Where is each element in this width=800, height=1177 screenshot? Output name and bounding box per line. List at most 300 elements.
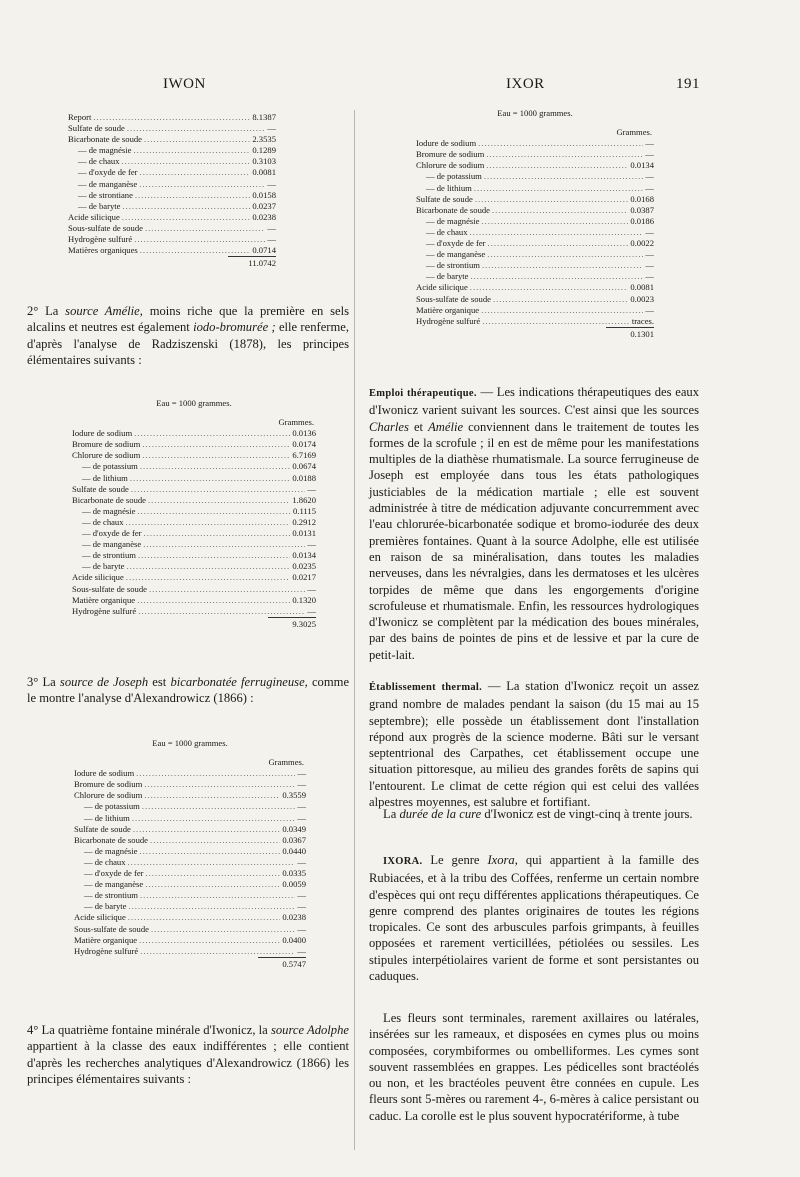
quantity-value: 0.0022 — [630, 238, 654, 249]
text: La — [42, 675, 56, 689]
dot-leader — [470, 282, 629, 293]
dot-leader — [132, 813, 296, 824]
substance-label: — de lithium — [82, 472, 128, 483]
dot-leader — [134, 428, 290, 439]
dot-leader — [134, 234, 265, 245]
table-total-row — [74, 959, 306, 970]
table-row — [68, 245, 276, 256]
analysis-table-adolphe — [416, 108, 654, 340]
dot-leader — [137, 595, 290, 606]
dot-leader — [144, 790, 280, 801]
substance-label: Acide silicique — [68, 211, 120, 222]
quantity-value: — — [297, 901, 306, 912]
quantity-value: — — [645, 260, 654, 271]
text: d'Iwonicz est de vingt-cinq à trente jours. — [484, 807, 693, 821]
table-row — [74, 879, 306, 890]
substance-label: — de magnésie — [84, 845, 138, 856]
table-row — [74, 824, 306, 835]
substance-label: — de chaux — [82, 516, 124, 527]
substance-label: Bicarbonate de soude — [72, 494, 146, 505]
text: moins riche que la première en sels alcalins et neutres est également — [27, 304, 349, 335]
substance-label: — de strontium — [426, 260, 480, 271]
quantity-value: 8.1387 — [252, 112, 276, 122]
table-row — [72, 495, 316, 506]
quantity-value: 0.0237 — [252, 200, 276, 211]
substance-label: Matière organique — [416, 304, 480, 315]
dot-leader — [139, 179, 265, 190]
dot-leader — [142, 439, 290, 450]
table-row — [416, 171, 654, 182]
substance-label: — de manganèse — [78, 178, 138, 189]
substance-label: Bicarbonate de soude — [416, 204, 490, 215]
text: conviennent dans le traitement de toutes les formes de la scrofule ; il en est de même pour les manifestations multiples de la diathèse rhumatismale. La source ferrugineuse de Joseph est employée dans tous les états pathologiques justiciables de la médication martiale ; elle est souvent administrée à titre de médication adjuvante concurremment avec l'eau chlorurée-bicarbonatée sodique et bromo-iodurée des deux premières fontaines. Quant à la source Adolphe, elle est utilisée en raison de sa minéralisation, dans toutes les maladies nerveuses, dans les névralgies, dans les dermatoses et les ulcères torpides de même que dans les engorgements d'origine scrofuleuse et rhumatismale. Enfin, les ressources hydrologiques d'Iwonicz se complètent par la médication des boues minérales, par des bains de pointes de pins et de lessive et par la cure de petit-lait. — [369, 419, 700, 662]
text: La quatrième fontaine minérale d'Iwonicz, la — [41, 1023, 268, 1037]
total-value: 9.3025 — [292, 618, 316, 629]
running-header-center: IXOR — [506, 76, 545, 92]
substance-label: Iodure de sodium — [416, 138, 477, 149]
substance-label: — d'oxyde de fer — [84, 868, 144, 879]
substance-label: Bicarbonate de soude — [68, 134, 142, 145]
dot-leader — [140, 245, 251, 256]
dot-leader — [128, 901, 295, 912]
substance-label: Hydrogène sulfuré — [416, 315, 481, 326]
substance-label: Iodure de sodium — [72, 428, 133, 439]
substance-label: Report — [68, 112, 92, 122]
emphasis: iodo-bromurée ; — [193, 320, 276, 335]
text: appartient à la classe des eaux indifférentes ; elle contient d'après les recherches analytiques d'Alexandrowicz (1866) les principes élémentaires suivants : — [27, 1039, 349, 1086]
dot-leader — [481, 216, 628, 227]
quantity-value: — — [297, 779, 306, 790]
substance-label: Sulfate de soude — [416, 193, 473, 204]
substance-label: — de strontiane — [78, 189, 133, 200]
entry-ixora — [369, 852, 699, 984]
table-row — [416, 238, 654, 249]
quantity-value: 0.0081 — [252, 167, 276, 178]
substance-label: — d'oxyde de fer — [78, 167, 138, 178]
dot-leader — [137, 506, 291, 517]
substance-label: Hydrogène sulfuré — [74, 945, 139, 956]
quantity-value: 0.0081 — [630, 282, 654, 293]
dot-leader — [122, 201, 250, 212]
section-heading: Établissement thermal. — [369, 682, 483, 693]
table-row — [72, 561, 316, 572]
table-row — [74, 835, 306, 846]
substance-label: — de manganèse — [84, 879, 144, 890]
paragraph-source-joseph — [27, 674, 349, 707]
quantity-value: 6.7169 — [292, 450, 316, 461]
table-row — [72, 517, 316, 528]
dot-leader — [475, 194, 629, 205]
quantity-value: — — [267, 222, 276, 233]
table-row — [68, 123, 276, 134]
substance-label: Bromure de sodium — [74, 779, 143, 790]
quantity-value: — — [307, 483, 316, 494]
dot-leader — [148, 495, 290, 506]
table-row — [72, 484, 316, 495]
quantity-value: 0.0168 — [630, 193, 654, 204]
substance-label: Matières organiques — [68, 245, 138, 256]
quantity-value: 0.1289 — [252, 145, 276, 156]
substance-label: Bicarbonate de soude — [74, 834, 148, 845]
dot-leader — [470, 227, 644, 238]
dot-leader — [151, 924, 295, 935]
text: est — [152, 675, 167, 689]
substance-label: — de manganèse — [426, 249, 486, 260]
dot-leader — [144, 134, 250, 145]
substance-label: Iodure de sodium — [74, 768, 135, 779]
table-caption: Eau = 1000 grammes. — [497, 108, 573, 118]
substance-label: Sous-sulfate de soude — [416, 293, 491, 304]
total-value: 0.1301 — [630, 328, 654, 339]
quantity-value: 0.0335 — [282, 868, 306, 879]
dot-leader — [488, 238, 629, 249]
table-total-row — [68, 258, 276, 269]
dot-leader — [144, 779, 295, 790]
dot-leader — [93, 112, 250, 123]
running-header-left: IWON — [163, 76, 206, 92]
quantity-value: 0.0238 — [252, 211, 276, 222]
table-total-row — [416, 329, 654, 340]
quantity-value: — — [645, 226, 654, 237]
quantity-value: — — [297, 812, 306, 823]
quantity-value: — — [297, 801, 306, 812]
quantity-value: 0.0235 — [292, 561, 316, 572]
quantity-value: — — [307, 539, 316, 550]
table-row — [68, 234, 276, 245]
substance-label: — de baryte — [426, 271, 469, 282]
table-row — [68, 201, 276, 212]
substance-label: Hydrogène sulfuré — [72, 605, 137, 616]
dot-leader — [127, 123, 266, 134]
unit-header: Grammes. — [616, 127, 652, 138]
substance-label: Chlorure de sodium — [74, 790, 143, 801]
quantity-value: 0.0714 — [252, 245, 276, 256]
text: — La station d'Iwonicz reçoit un assez grand nombre de malades pendant la saison (du 15 mai au 15 septembre); elle possède un établissement dont l'installation répond aux progrès de la science moderne. Bâti sur le versant septentrional des Carpathes, cet établissement occupe une situation pittoresque, au milieu des grandes forêts de sapins qui l'entourent. Le climat de cette région qui est celui des vallées alpestres moyennes, est salubre et fortifiant. — [369, 679, 699, 810]
table-row — [416, 149, 654, 160]
substance-label: Sous-sulfate de soude — [68, 222, 143, 233]
substance-label: Sous-sulfate de soude — [74, 923, 149, 934]
substance-label: Bromure de sodium — [72, 439, 141, 450]
dot-leader — [136, 768, 295, 779]
dot-leader — [143, 539, 305, 550]
item-number: 4° — [27, 1023, 39, 1037]
table-caption: Eau = 1000 grammes. — [156, 398, 232, 408]
quantity-value: — — [645, 149, 654, 160]
dot-leader — [140, 167, 251, 178]
table-row — [68, 190, 276, 201]
table-row — [68, 212, 276, 223]
quantity-value: 0.0188 — [292, 472, 316, 483]
table-row — [416, 294, 654, 305]
analysis-table-joseph — [74, 738, 306, 970]
quantity-value: — — [645, 249, 654, 260]
text: Le genre — [430, 853, 480, 867]
substance-label: Bromure de sodium — [416, 149, 485, 160]
quantity-value: 0.3559 — [282, 790, 306, 801]
dot-leader — [484, 171, 644, 182]
dot-leader — [138, 550, 290, 561]
quantity-value: — — [645, 171, 654, 182]
substance-label: — de manganèse — [82, 539, 142, 550]
genus-name: Ixora, — [487, 853, 518, 867]
text: elle renferme, d'après l'analyse de Radziszenski (1878), les principes élémentaires suivants : — [27, 320, 350, 367]
quantity-value: 0.0349 — [282, 823, 306, 834]
table-row — [68, 156, 276, 167]
item-number: 2° — [27, 304, 39, 318]
emphasis: bicarbonatée ferrugineuse, — [170, 675, 308, 689]
source-name: source Adolphe — [270, 1023, 349, 1037]
table-rows — [68, 112, 276, 269]
quantity-value: traces. — [631, 315, 654, 326]
quantity-value: 0.0440 — [282, 845, 306, 856]
emphasis: durée de la cure — [399, 807, 482, 821]
text: et — [413, 419, 424, 434]
item-number: 3° — [27, 675, 39, 689]
table-row — [416, 183, 654, 194]
dot-leader — [131, 484, 306, 495]
text: La — [383, 807, 397, 821]
table-row — [72, 428, 316, 439]
substance-label: — de potassium — [426, 171, 482, 182]
substance-label: — de chaux — [84, 856, 126, 867]
substance-label: Acide silicique — [74, 912, 126, 923]
quantity-value: 0.1115 — [293, 505, 316, 516]
table-row — [416, 138, 654, 149]
substance-label: — d'oxyde de fer — [426, 238, 486, 249]
substance-label: Chlorure de sodium — [416, 160, 485, 171]
substance-label: — de baryte — [82, 561, 125, 572]
substance-label: — de strontium — [84, 890, 138, 901]
substance-label: — de potassium — [82, 461, 138, 472]
table-row — [74, 912, 306, 923]
quantity-value: — — [645, 304, 654, 315]
substance-label: — de magnésie — [82, 505, 136, 516]
dot-leader — [482, 316, 630, 327]
text: qui appartient à la famille des Rubiacées, et à la tribu des Coffées, renferme un certain nombre d'espèces qui ont reçu différentes applications thérapeutiques. Ce genre comprend des plantes originaires de toutes les régions tropicales. Ce sont des arbuscules parfois grimpants, à feuilles opposées et rarement verticillées, pétiolées ou sessiles. Les stipules interpétiolaires varient de forme et sont persistantes ou caduques. — [369, 853, 699, 984]
quantity-value: 0.3103 — [252, 156, 276, 167]
table-row — [74, 813, 306, 824]
quantity-value: — — [267, 123, 276, 134]
table-row — [74, 868, 306, 879]
table-row — [74, 857, 306, 868]
dot-leader — [126, 572, 291, 583]
table-total-row — [72, 619, 316, 630]
quantity-value: — — [307, 605, 316, 616]
quantity-value: — — [645, 182, 654, 193]
substance-label: — d'oxyde de fer — [82, 528, 142, 539]
quantity-value: 0.0134 — [292, 550, 316, 561]
quantity-value: 0.0134 — [630, 160, 654, 171]
table-row — [72, 550, 316, 561]
table-row — [74, 790, 306, 801]
quantity-value: 0.0387 — [630, 204, 654, 215]
table-row — [68, 179, 276, 190]
table-row — [416, 205, 654, 216]
table-rows — [416, 138, 654, 340]
table-row — [68, 167, 276, 178]
quantity-value: 2.3535 — [252, 134, 276, 145]
table-row — [416, 249, 654, 260]
paragraph-duree-cure — [369, 806, 699, 822]
table-row — [72, 584, 316, 595]
quantity-value: 0.0674 — [292, 461, 316, 472]
paragraph-fleurs — [369, 1010, 699, 1124]
table-row — [74, 846, 306, 857]
substance-label: Hydrogène sulfuré — [68, 234, 133, 245]
analysis-table-amelie — [72, 398, 316, 630]
quantity-value: 0.0367 — [282, 834, 306, 845]
dot-leader — [130, 473, 291, 484]
dot-leader — [135, 190, 250, 201]
unit-header: Grammes. — [278, 417, 314, 428]
quantity-value: — — [267, 178, 276, 189]
table-row — [72, 461, 316, 472]
substance-label: Sous-sulfate de soude — [72, 583, 147, 594]
substance-label: — de baryte — [84, 901, 127, 912]
dot-leader — [493, 294, 628, 305]
dot-leader — [128, 857, 296, 868]
table-row — [416, 194, 654, 205]
dot-leader — [144, 528, 291, 539]
substance-label: Acide silicique — [72, 572, 124, 583]
dot-leader — [150, 835, 280, 846]
dot-leader — [482, 260, 643, 271]
substance-label: — de chaux — [426, 226, 468, 237]
table-row — [74, 924, 306, 935]
table-rows — [74, 768, 306, 970]
quantity-value: 0.2912 — [292, 516, 316, 527]
table-row — [72, 450, 316, 461]
table-row — [416, 305, 654, 316]
total-value: 0.5747 — [282, 958, 306, 969]
quantity-value: — — [297, 945, 306, 956]
quantity-value: 0.0217 — [292, 572, 316, 583]
table-row — [72, 528, 316, 539]
dot-leader — [128, 912, 281, 923]
source-name: Amélie — [428, 419, 464, 434]
unit-header: Grammes. — [268, 757, 304, 768]
source-name: Charles — [369, 419, 409, 434]
substance-label: — de strontium — [82, 550, 136, 561]
table-row — [74, 901, 306, 912]
dot-leader — [149, 584, 305, 595]
table-row — [72, 595, 316, 606]
table-row — [68, 134, 276, 145]
paragraph-source-amelie — [27, 303, 349, 368]
quantity-value: 0.0186 — [630, 215, 654, 226]
substance-label: — de lithium — [84, 812, 130, 823]
table-row — [416, 271, 654, 282]
substance-label: — de magnésie — [78, 145, 132, 156]
dot-leader — [487, 249, 643, 260]
dot-leader — [122, 212, 251, 223]
quantity-value: 0.0059 — [282, 879, 306, 890]
dot-leader — [492, 205, 628, 216]
quantity-value: 0.0158 — [252, 189, 276, 200]
dot-leader — [146, 868, 281, 879]
substance-label: Sulfate de soude — [74, 823, 131, 834]
page-number: 191 — [676, 76, 700, 92]
table-row — [74, 935, 306, 946]
text: — Les indications thérapeutiques des eaux d'Iwonicz varient suivant les sources. C'est ainsi que les sources — [369, 385, 699, 418]
section-heading: Emploi thérapeutique. — [369, 388, 477, 399]
substance-label: — de lithium — [426, 182, 472, 193]
dot-leader — [486, 160, 628, 171]
table-caption: Eau = 1000 grammes. — [152, 738, 228, 748]
table-row — [72, 439, 316, 450]
table-rows — [72, 428, 316, 630]
quantity-value: — — [645, 271, 654, 282]
table-row — [74, 768, 306, 779]
dot-leader — [145, 223, 265, 234]
dot-leader — [142, 801, 296, 812]
quantity-value: — — [297, 856, 306, 867]
substance-label: Sulfate de soude — [68, 123, 125, 134]
dot-leader — [142, 450, 290, 461]
dot-leader — [139, 846, 280, 857]
table-row — [416, 216, 654, 227]
substance-label: — de baryte — [78, 200, 121, 211]
dot-leader — [139, 935, 280, 946]
substance-label: — de chaux — [78, 156, 120, 167]
table-row — [416, 282, 654, 293]
dot-leader — [126, 517, 291, 528]
analysis-table-charles-continued — [68, 112, 276, 269]
dot-leader — [133, 824, 281, 835]
quantity-value: — — [297, 768, 306, 779]
dot-leader — [470, 271, 643, 282]
dot-leader — [474, 183, 644, 194]
quantity-value: 0.0136 — [292, 428, 316, 439]
table-row — [416, 227, 654, 238]
substance-label: — de potassium — [84, 801, 140, 812]
table-row — [72, 506, 316, 517]
quantity-value: 0.0238 — [282, 912, 306, 923]
source-name: source de Joseph — [59, 675, 149, 689]
substance-label: Matière organique — [74, 934, 138, 945]
entry-heading: IXORA. — [383, 856, 423, 867]
table-row — [72, 473, 316, 484]
substance-label: Chlorure de sodium — [72, 450, 141, 461]
column-divider — [354, 110, 355, 1150]
quantity-value: 0.1320 — [292, 594, 316, 605]
table-row — [68, 223, 276, 234]
substance-label: Acide silicique — [416, 282, 468, 293]
table-row — [72, 572, 316, 583]
paragraph-source-adolphe — [27, 1022, 349, 1087]
section-emploi-therapeutique — [369, 384, 699, 663]
quantity-value: — — [297, 923, 306, 934]
table-row — [72, 539, 316, 550]
dot-leader — [140, 890, 295, 901]
text: La — [45, 304, 59, 318]
quantity-value: 0.0174 — [292, 439, 316, 450]
quantity-value: — — [307, 583, 316, 594]
quantity-value: 1.8620 — [292, 494, 316, 505]
dot-leader — [133, 145, 250, 156]
quantity-value: — — [297, 890, 306, 901]
text: comme le montre l'analyse d'Alexandrowicz (1866) : — [27, 675, 350, 706]
substance-label: — de magnésie — [426, 215, 480, 226]
table-row — [416, 316, 654, 327]
dot-leader — [478, 138, 643, 149]
table-row — [416, 260, 654, 271]
dot-leader — [126, 561, 290, 572]
substance-label: Sulfate de soude — [72, 483, 129, 494]
dot-leader — [122, 156, 251, 167]
dot-leader — [140, 461, 291, 472]
quantity-value: 0.0131 — [292, 528, 316, 539]
